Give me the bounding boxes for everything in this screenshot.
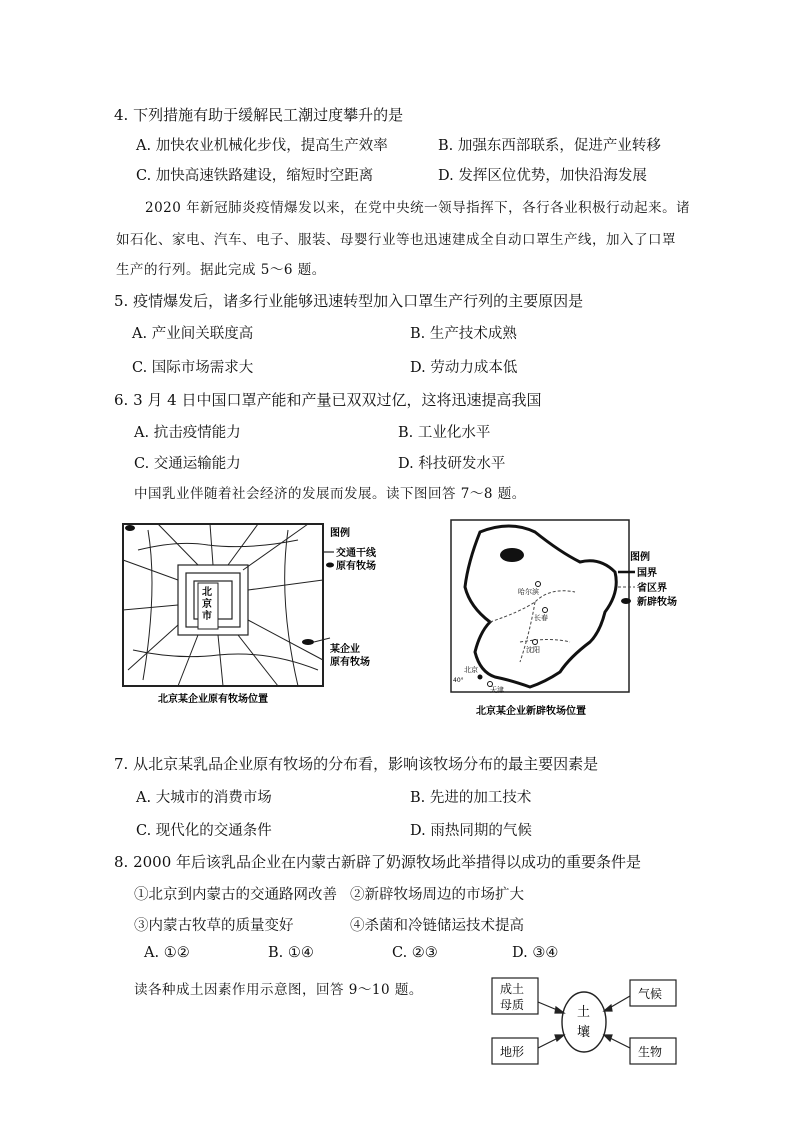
q7-stem: 7. 从北京某乳品企业原有牧场的分布看，影响该牧场分布的最主要因素是 [114, 755, 599, 773]
q8-option-b: B. ①④ [268, 945, 314, 961]
shenyang-dot [533, 640, 538, 645]
q8-statement-3: ③内蒙古牧草的质量变好 [134, 918, 294, 934]
changchun-dot [543, 608, 548, 613]
q6-option-b: B. 工业化水平 [398, 425, 491, 441]
harbin-dot [536, 582, 541, 587]
soil-factor-diagram [488, 974, 688, 1074]
map2-legend-new-mark [621, 598, 631, 604]
soil-label-1: 土 [577, 1005, 591, 1020]
q7-option-d: D. 雨热同期的气候 [410, 823, 532, 839]
q6-option-c: C. 交通运输能力 [134, 456, 241, 472]
q8-option-c: C. ②③ [392, 945, 438, 961]
city-label-jing: 京 [202, 599, 212, 610]
q8-option-a: A. ①② [144, 945, 190, 961]
q6-option-d: D. 科技研发水平 [398, 456, 506, 472]
q6-stem: 6. 3 月 4 日中国口罩产能和产量已双双过亿，这将迅速提高我国 [114, 391, 542, 409]
map1-enterprise-ranch-mark [302, 639, 314, 645]
map1-legend-title: 图例 [330, 528, 350, 539]
intro-7-8: 中国乳业伴随着社会经济的发展而发展。读下图回答 7～8 题。 [134, 486, 526, 502]
climate-label: 气候 [638, 987, 663, 1001]
map1-legend-ranch: 原有牧场 [336, 561, 376, 572]
map1-legend-ranch-mark [326, 563, 334, 568]
q6-option-a: A. 抗击疫情能力 [134, 425, 241, 441]
map1-note-ranch: 原有牧场 [330, 657, 370, 668]
shenyang-label: 沈阳 [526, 646, 540, 654]
q8-statement-2: ②新辟牧场周边的市场扩大 [350, 887, 524, 903]
q8-statement-4: ④杀菌和冷链储运技术提高 [350, 918, 524, 934]
q4-option-b: B. 加强东西部联系，促进产业转移 [438, 138, 661, 154]
q8-statement-1: ①北京到内蒙古的交通路网改善 [134, 887, 337, 903]
parent-material-line2: 母质 [500, 998, 525, 1012]
q5-option-b: B. 生产技术成熟 [410, 326, 517, 342]
beijing-label: 北京 [464, 666, 478, 674]
intro-9-10: 读各种成土因素作用示意图，回答 9～10 题。 [134, 982, 423, 998]
map1-caption: 北京某企业原有牧场位置 [158, 694, 268, 705]
q5-option-a: A. 产业间关联度高 [132, 326, 254, 342]
soil-label-2: 壤 [577, 1025, 591, 1040]
intro-5-6-line1: 2020 年新冠肺炎疫情爆发以来，在党中央统一领导指挥下，各行各业积极行动起来。诸 [145, 200, 691, 216]
map2-legend-province: 省区界 [637, 583, 667, 594]
map1-corner-ranch-mark [125, 525, 135, 531]
beijing-dot [478, 675, 483, 680]
soil-ellipse [562, 992, 606, 1052]
q8-stem: 8. 2000 年后该乳品企业在内蒙古新辟了奶源牧场此举措得以成功的重要条件是 [114, 853, 642, 871]
intro-5-6-line2: 如石化、家电、汽车、电子、服装、母婴行业等也迅速建成全自动口罩生产线，加入了口罩 [116, 232, 676, 248]
map2-new-ranch-mark [500, 548, 524, 562]
map-beijing-original-ranch [118, 510, 388, 710]
q4-stem: 4. 下列措施有助于缓解民工潮过度攀升的是 [114, 106, 404, 124]
q8-option-d: D. ③④ [512, 945, 559, 961]
q7-option-a: A. 大城市的消费市场 [136, 790, 272, 806]
parent-material-line1: 成土 [500, 982, 525, 996]
terrain-label: 地形 [500, 1045, 525, 1059]
harbin-label: 哈尔滨 [518, 588, 539, 596]
city-label-shi: 市 [202, 611, 212, 622]
map1-legend-road: 交通干线 [336, 548, 376, 559]
map2-legend-new: 新辟牧场 [637, 597, 677, 608]
intro-5-6-line3: 生产的行列。据此完成 5～6 题。 [116, 262, 326, 278]
tianjin-label: 天津 [490, 686, 504, 694]
map1-note-enterprise: 某企业 [330, 644, 360, 655]
map2-legend-border: 国界 [637, 568, 657, 579]
map2-legend-title: 图例 [630, 552, 650, 563]
city-label-bei: 北 [202, 587, 212, 598]
map-northeast-new-ranch [450, 512, 690, 722]
q7-option-b: B. 先进的加工技术 [410, 790, 532, 806]
organisms-label: 生物 [638, 1045, 663, 1059]
q7-option-c: C. 现代化的交通条件 [136, 823, 272, 839]
latitude-label: 40° [453, 677, 464, 684]
q5-option-c: C. 国际市场需求大 [132, 360, 254, 376]
q4-option-d: D. 发挥区位优势，加快沿海发展 [438, 168, 647, 184]
map2-caption: 北京某企业新辟牧场位置 [476, 706, 586, 717]
q5-option-d: D. 劳动力成本低 [410, 360, 518, 376]
q5-stem: 5. 疫情爆发后，诸多行业能够迅速转型加入口罩生产行列的主要原因是 [114, 292, 584, 310]
q4-option-c: C. 加快高速铁路建设，缩短时空距离 [136, 168, 374, 184]
changchun-label: 长春 [534, 614, 548, 622]
q4-option-a: A. 加快农业机械化步伐，提高生产效率 [136, 138, 388, 154]
